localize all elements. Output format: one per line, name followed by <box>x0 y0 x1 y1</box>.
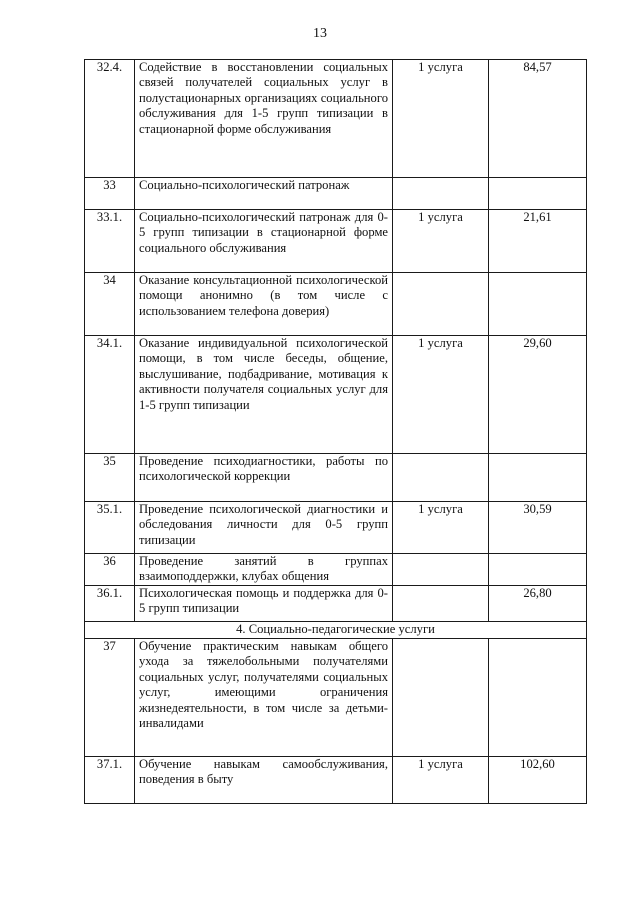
item-number: 33.1. <box>85 210 135 273</box>
table-row <box>85 639 587 757</box>
unit-cell: 1 услуга <box>393 757 489 804</box>
unit-cell <box>393 454 489 502</box>
item-number: 35 <box>85 454 135 502</box>
service-name: Проведение психологической диагностики и обследования личности для 0-5 групп типизации <box>135 502 393 554</box>
item-number: 34 <box>85 273 135 336</box>
item-number: 37 <box>85 639 135 757</box>
unit-cell <box>393 639 489 757</box>
price-cell <box>489 639 587 757</box>
item-number: 36 <box>85 554 135 586</box>
price-cell <box>489 178 587 210</box>
unit-cell <box>393 586 489 622</box>
section-heading: 4. Социально-педагогические услуги <box>85 622 587 639</box>
unit-cell: 1 услуга <box>393 210 489 273</box>
item-number: 33 <box>85 178 135 210</box>
item-number: 36.1. <box>85 586 135 622</box>
unit-cell: 1 услуга <box>393 502 489 554</box>
price-cell: 102,60 <box>489 757 587 804</box>
unit-cell: 1 услуга <box>393 336 489 454</box>
item-number: 32.4. <box>85 60 135 178</box>
section-heading-row <box>85 622 587 639</box>
unit-cell <box>393 273 489 336</box>
table-row <box>85 454 587 502</box>
tariff-table <box>84 59 587 804</box>
table-row <box>85 336 587 454</box>
service-name: Проведение психодиагностики, работы по психологической коррекции <box>135 454 393 502</box>
price-cell: 84,57 <box>489 60 587 178</box>
table-row <box>85 273 587 336</box>
price-cell <box>489 273 587 336</box>
price-cell: 29,60 <box>489 336 587 454</box>
service-name: Психологическая помощь и поддержка для 0-5 групп типизации <box>135 586 393 622</box>
service-name: Обучение практическим навыкам общего ухода за тяжелобольными получателями социальных услуг, получателями социальных услуг, имеющими ограничения жизнедеятельности, в том числе за детьми-инвалидами <box>135 639 393 757</box>
service-name: Содействие в восстановлении социальных связей получателей социальных услуг в полустационарных организациях социального обслуживания для 1-5 групп типизации в стационарной форме обслуживания <box>135 60 393 178</box>
price-cell: 21,61 <box>489 210 587 273</box>
item-number: 37.1. <box>85 757 135 804</box>
table-row <box>85 554 587 586</box>
price-cell <box>489 454 587 502</box>
table-row <box>85 586 587 622</box>
unit-cell: 1 услуга <box>393 60 489 178</box>
service-name: Оказание индивидуальной психологической помощи, в том числе беседы, общение, выслушивание, подбадривание, мотивация к активности получателя социальных услуг для 1-5 групп типизации <box>135 336 393 454</box>
table-row <box>85 757 587 804</box>
table-row <box>85 60 587 178</box>
price-cell: 26,80 <box>489 586 587 622</box>
service-name: Социально-психологический патронаж <box>135 178 393 210</box>
table-row <box>85 178 587 210</box>
service-name: Обучение навыкам самообслуживания, поведения в быту <box>135 757 393 804</box>
price-cell <box>489 554 587 586</box>
table-row <box>85 210 587 273</box>
service-name: Социально-психологический патронаж для 0-5 групп типизации в стационарной форме социального обслуживания <box>135 210 393 273</box>
item-number: 35.1. <box>85 502 135 554</box>
unit-cell <box>393 178 489 210</box>
price-cell: 30,59 <box>489 502 587 554</box>
service-name: Проведение занятий в группах взаимоподдержки, клубах общения <box>135 554 393 586</box>
unit-cell <box>393 554 489 586</box>
item-number: 34.1. <box>85 336 135 454</box>
table-row <box>85 502 587 554</box>
page-number: 13 <box>313 26 327 41</box>
service-name: Оказание консультационной психологической помощи анонимно (в том числе с использованием телефона доверия) <box>135 273 393 336</box>
